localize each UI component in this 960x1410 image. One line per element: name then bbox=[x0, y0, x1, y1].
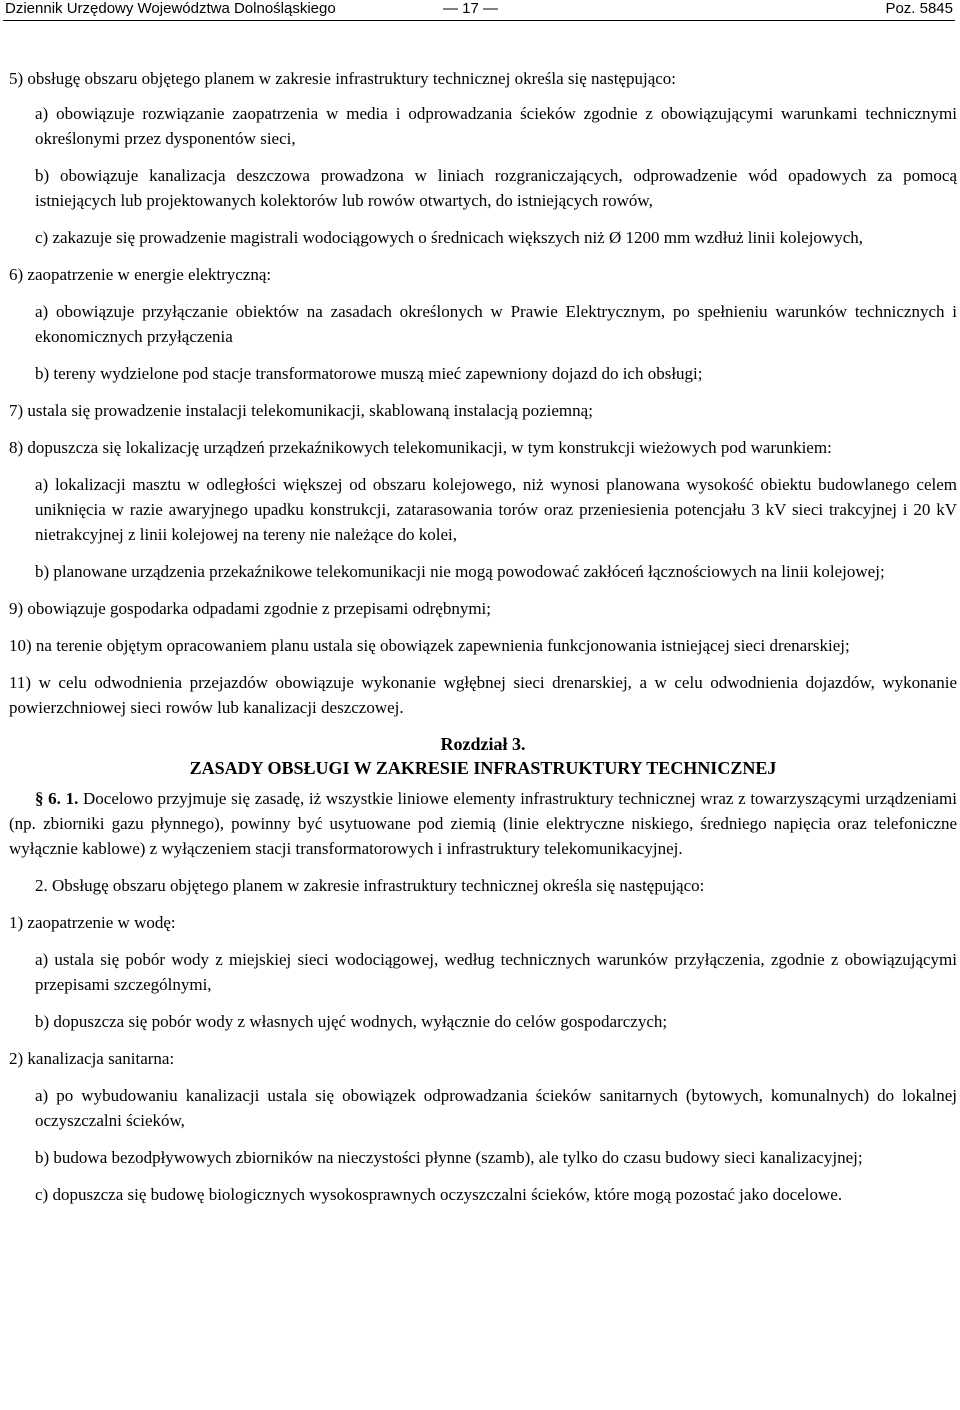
point-7: 7) ustala się prowadzenie instalacji telekomunikacji, skablowaną instalacją poziemną; bbox=[9, 401, 593, 420]
point-10: 10) na terenie objętym opracowaniem planu ustala się obowiązek zapewnienia funkcjonowania istniejącej sieci drenarskiej; bbox=[9, 636, 850, 655]
position-number: Poz. 5845 bbox=[885, 0, 953, 17]
header-divider bbox=[3, 20, 955, 21]
point-6-intro: 6) zaopatrzenie w energie elektryczną: bbox=[9, 265, 272, 284]
item-2: 2) kanalizacja sanitarna: bbox=[9, 1049, 175, 1068]
item-1-a: a) ustala się pobór wody z miejskiej sieci wodociągowej, według technicznych warunków przyłączenia, zgodnie z obowiązującymi przepisami szczególnymi, bbox=[35, 950, 957, 994]
document-body bbox=[9, 66, 957, 1207]
point-9: 9) obowiązuje gospodarka odpadami zgodnie z przepisami odrębnymi; bbox=[9, 599, 491, 618]
point-6-b: b) tereny wydzielone pod stacje transformatorowe muszą mieć zapewniony dojazd do ich obsługi; bbox=[35, 364, 703, 383]
chapter-number: Rozdział 3. bbox=[440, 734, 526, 754]
item-2-c: c) dopuszcza się budowę biologicznych wysokosprawnych oczyszczalni ścieków, które mogą pozostać jako docelowe. bbox=[35, 1185, 843, 1204]
section-6-text-1: Docelowo przyjmuje się zasadę, iż wszystkie liniowe elementy infrastruktury technicznej wraz z towarzyszącymi urządzeniami (np. zbiorniki gazu płynnego), powinny być usytuowane pod ziemią (linie elektryczne niskiego, średniego napięcia oraz telefoniczne wyłącznie kablowe) z wyłączeniem stacji transformatorowych i infrastruktury telekomunikacyjnej. bbox=[9, 789, 957, 858]
journal-title: Dziennik Urzędowy Województwa Dolnośląskiego bbox=[5, 0, 336, 17]
section-6-label: § 6. 1. bbox=[35, 789, 79, 808]
section-6-paragraph-1 bbox=[9, 786, 957, 861]
item-2-a: a) po wybudowaniu kanalizacji ustala się obowiązek odprowadzania ścieków sanitarnych (bytowych, komunalnych) do lokalnej oczyszczalni ścieków, bbox=[35, 1086, 957, 1130]
section-6-paragraph-2: 2. Obsługę obszaru objętego planem w zakresie infrastruktury technicznej określa się następująco: bbox=[35, 876, 705, 895]
page-number: — 17 — bbox=[443, 0, 499, 17]
point-6-a: a) obowiązuje przyłączanie obiektów na zasadach określonych w Prawie Elektrycznym, po spełnieniu warunków technicznych i ekonomicznych przyłączenia bbox=[35, 302, 957, 346]
item-1: 1) zaopatrzenie w wodę: bbox=[9, 913, 176, 932]
point-5-b: b) obowiązuje kanalizacja deszczowa prowadzona w liniach rozgraniczających, odprowadzenie wód opadowych za pomocą istniejących lub projektowanych kolektorów lub rowów otwartych, do istniejących rowów, bbox=[35, 166, 957, 210]
point-5-intro: 5) obsługę obszaru objętego planem w zakresie infrastruktury technicznej określa się następująco: bbox=[9, 69, 677, 88]
point-8-a: a) lokalizacji masztu w odległości większej od obszaru kolejowego, niż wynosi planowana wysokość obiektu budowlanego celem uniknięcia w razie awaryjnego upadku konstrukcji, zatarasowania torów oraz przeniesienia potencjału 3 kV sieci trakcyjnej i 20 kV nietrakcyjnej z linii kolejowej na tereny nie należące do kolei, bbox=[35, 475, 957, 544]
chapter-title: ZASADY OBSŁUGI W ZAKRESIE INFRASTRUKTURY TECHNICZNEJ bbox=[189, 758, 777, 778]
item-1-b: b) dopuszcza się pobór wody z własnych ujęć wodnych, wyłącznie do celów gospodarczych; bbox=[35, 1012, 668, 1031]
item-2-b: b) budowa bezodpływowych zbiorników na nieczystości płynne (szamb), ale tylko do czasu budowy sieci kanalizacyjnej; bbox=[35, 1148, 863, 1167]
point-5-c: c) zakazuje się prowadzenie magistrali wodociągowych o średnicach większych niż Ø 1200 mm wzdłuż linii kolejowych, bbox=[35, 228, 864, 247]
page-header bbox=[5, 0, 953, 20]
point-5-a: a) obowiązuje rozwiązanie zaopatrzenia w media i odprowadzania ścieków zgodnie z obowiązującymi warunkami technicznymi określonymi przez dysponentów sieci, bbox=[35, 104, 957, 148]
point-11: 11) w celu odwodnienia przejazdów obowiązuje wykonanie wgłębnej sieci drenarskiej, a w celu odwodnienia dojazdów, wykonanie powierzchniowej sieci rowów lub kanalizacji deszczowej. bbox=[9, 673, 957, 717]
point-8: 8) dopuszcza się lokalizację urządzeń przekaźnikowych telekomunikacji, w tym konstrukcji wieżowych pod warunkiem: bbox=[9, 438, 832, 457]
point-8-b: b) planowane urządzenia przekaźnikowe telekomunikacji nie mogą powodować zakłóceń łącznościowych na linii kolejowej; bbox=[35, 562, 885, 581]
